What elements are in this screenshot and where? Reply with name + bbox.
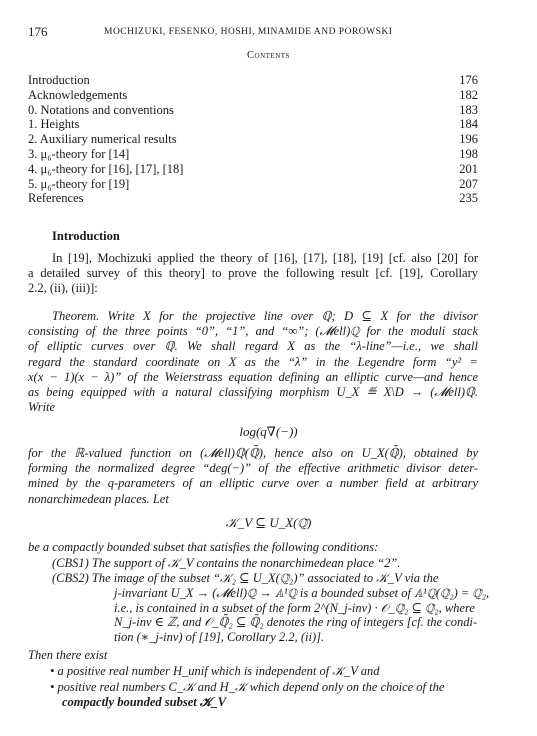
text-line: regard the standard coordinate on X as the “λ” in the Legendre form “y² = [28, 354, 478, 369]
toc-page: 183 [459, 102, 478, 117]
intro-paragraph [28, 251, 478, 297]
text-line: forming the normalized degree “deg(−)” of the effective arithmetic divisor deter- [28, 461, 478, 476]
toc-label: 4. μ₆-theory for [16], [17], [18] [28, 161, 184, 176]
text-line: Theorem. Write X for the projective line over ℚ; D ⊆ X for the divisor [52, 309, 478, 323]
toc-entry[interactable] [28, 177, 478, 192]
toc-entry[interactable] [28, 191, 478, 206]
toc-label: Acknowledgements [28, 87, 128, 102]
toc-entry[interactable] [28, 103, 478, 118]
equation-log-q: log(q∇(−)) [239, 424, 298, 439]
text-line: N_j-inv ∈ ℤ, and 𝒪_ℚ̄₂ ⊆ ℚ̄₂ denotes the ring of integers [cf. the condi- [114, 615, 478, 630]
toc-page: 235 [459, 191, 478, 206]
text-line: compactly bounded subset 𝒦_V [62, 694, 227, 709]
toc-label: Introduction [28, 73, 90, 87]
toc-page: 176 [459, 73, 478, 87]
text-line: Then there exist [28, 648, 108, 662]
text-line: j-invariant U_X → (𝓜ell)ℚ → 𝔸¹ℚ is a bounded subset of 𝔸¹ℚ(ℚ̄₂) = ℚ̄₂, [114, 585, 490, 600]
text-line: Write [28, 400, 56, 415]
toc-entry[interactable] [28, 162, 478, 177]
text-line: i.e., is contained in a subset of the form 2^(N_j-inv) · 𝒪_ℚ̄₂ ⊆ ℚ̄₂, where [114, 600, 475, 615]
toc-page: 196 [459, 132, 478, 147]
theorem-conditions-intro [28, 540, 478, 555]
toc-entry[interactable] [28, 132, 478, 147]
theorem-statement [28, 309, 478, 415]
toc-page: 207 [459, 176, 478, 191]
toc-entry[interactable] [28, 117, 478, 132]
equation-kv-subset: 𝒦_V ⊆ U_X(ℚ̄) [225, 515, 312, 530]
text-line: 2.2, (ii), (iii)]: [28, 281, 98, 296]
text-line: be a compactly bounded subset that satisfies the following conditions: [28, 540, 379, 554]
table-of-contents [28, 73, 478, 206]
condition-cbs1 [52, 556, 478, 571]
text-line: consisting of the three points “0”, “1”, and “∞”; (𝓜ell)ℚ for the moduli stack [28, 324, 478, 339]
then-there-exist [28, 648, 478, 663]
toc-page: 184 [459, 117, 478, 132]
text-line: In [19], Mochizuki applied the theory of [16], [17], [18], [19] [cf. also [20] for [52, 251, 478, 265]
text-line: mined by the q-parameters of an elliptic curve over a number field at arbitrary [28, 476, 478, 491]
toc-page: 201 [459, 161, 478, 176]
toc-entry[interactable] [28, 88, 478, 103]
bullet-item [50, 680, 444, 710]
text-line: • positive real numbers C_𝒦 and H_𝒦 which depend only on the choice of the [50, 680, 445, 694]
text-line: a detailed survey of this theory] to prove the following result [cf. [19], Corollary [28, 266, 478, 281]
toc-entry[interactable] [28, 73, 478, 88]
text-line: (CBS1) The support of 𝒦_V contains the nonarchimedean place “2”. [52, 556, 401, 570]
toc-label: 1. Heights [28, 117, 80, 132]
toc-entry[interactable] [28, 147, 478, 162]
running-header-authors: MOCHIZUKI, FESENKO, HOSHI, MINAMIDE AND POROWSKI [104, 27, 393, 37]
toc-page: 198 [459, 146, 478, 161]
theorem-continuation [28, 446, 478, 507]
bullet-item [50, 664, 380, 679]
condition-cbs2 [52, 571, 490, 645]
text-line: of elliptic curves over ℚ. We shall regard X as the “λ-line”—i.e., we shall [28, 339, 478, 354]
toc-label: 2. Auxiliary numerical results [28, 132, 177, 147]
toc-label: References [28, 191, 84, 206]
text-line: (CBS2) The image of the subset “𝒦₂ ⊆ U_X(ℚ̄₂)” associated to 𝒦_V via the [52, 571, 439, 585]
contents-title: Contents [247, 50, 290, 61]
text-line: tion (∗_j-inv) of [19], Corollary 2.2, (ii)]. [114, 630, 325, 645]
text-line: x(x − 1)(x − λ)” of the Weierstrass equation defining an elliptic curve—and hence [28, 369, 478, 384]
text-line: as being equipped with a natural classifying morphism U_X ≝ X\D → (𝓜ell)ℚ. [28, 385, 478, 400]
toc-label: 5. μ₆-theory for [19] [28, 176, 130, 191]
toc-label: 0. Notations and conventions [28, 102, 174, 117]
toc-label: 3. μ₆-theory for [14] [28, 146, 130, 161]
text-line: • a positive real number H_unif which is independent of 𝒦_V and [50, 664, 380, 678]
section-heading-introduction: Introduction [52, 229, 120, 243]
text-line: for the ℝ-valued function on (𝓜ell)ℚ(ℚ̄), hence also on U_X(ℚ̄), obtained by [28, 446, 478, 460]
page-number: 176 [28, 24, 48, 39]
text-line: nonarchimedean places. Let [28, 491, 169, 506]
toc-page: 182 [459, 87, 478, 102]
